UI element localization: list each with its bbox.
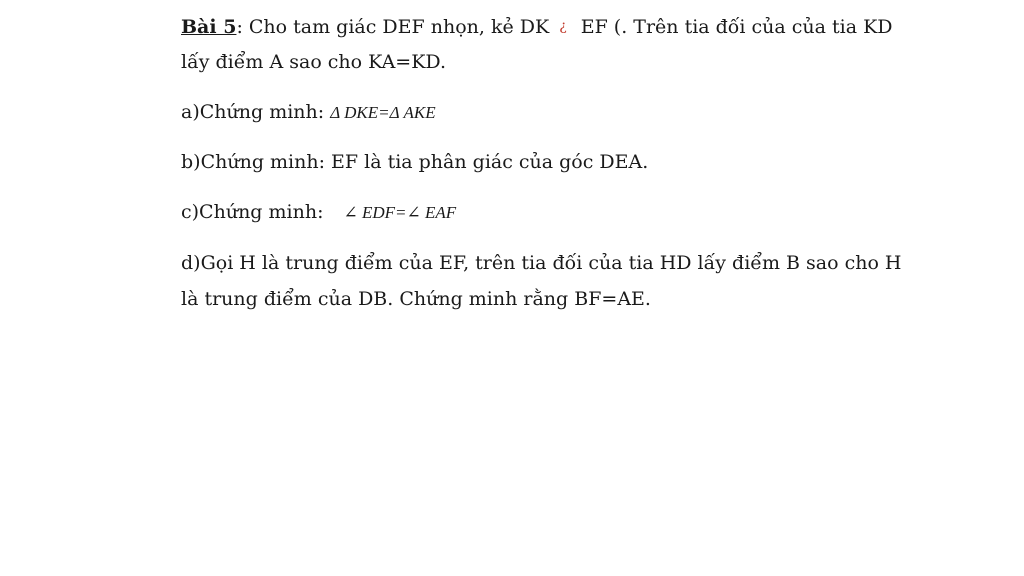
problem-intro-line-1 bbox=[181, 14, 893, 39]
item-d-line-1: d)Gọi H là trung điểm của EF, trên tia đối của tia HD lấy điểm B sao cho H bbox=[181, 252, 902, 274]
problem-label: Bài 5 bbox=[181, 16, 237, 38]
item-a-formula: Δ DKE=Δ AKE bbox=[330, 103, 436, 122]
item-c-formula: ∠ EDF=∠ EAF bbox=[343, 203, 457, 222]
item-c-prefix: c)Chứng minh: bbox=[181, 201, 324, 223]
item-b: b)Chứng minh: EF là tia phân giác của góc DEA. bbox=[181, 151, 649, 173]
problem-intro-line-2: lấy điểm A sao cho KA=KD. bbox=[181, 51, 447, 73]
item-d-line-2: là trung điểm của DB. Chứng minh rằng BF=AE. bbox=[181, 288, 651, 310]
problem-intro-text: : Cho tam giác DEF nhọn, kẻ DK bbox=[236, 16, 550, 38]
missing-symbol-glyph: ¿ bbox=[559, 18, 567, 34]
item-a-prefix: a)Chứng minh: bbox=[181, 101, 331, 123]
problem-intro-text-continued: EF (. Trên tia đối của của tia KD bbox=[580, 16, 893, 38]
item-c bbox=[181, 200, 456, 225]
item-a bbox=[181, 100, 436, 125]
